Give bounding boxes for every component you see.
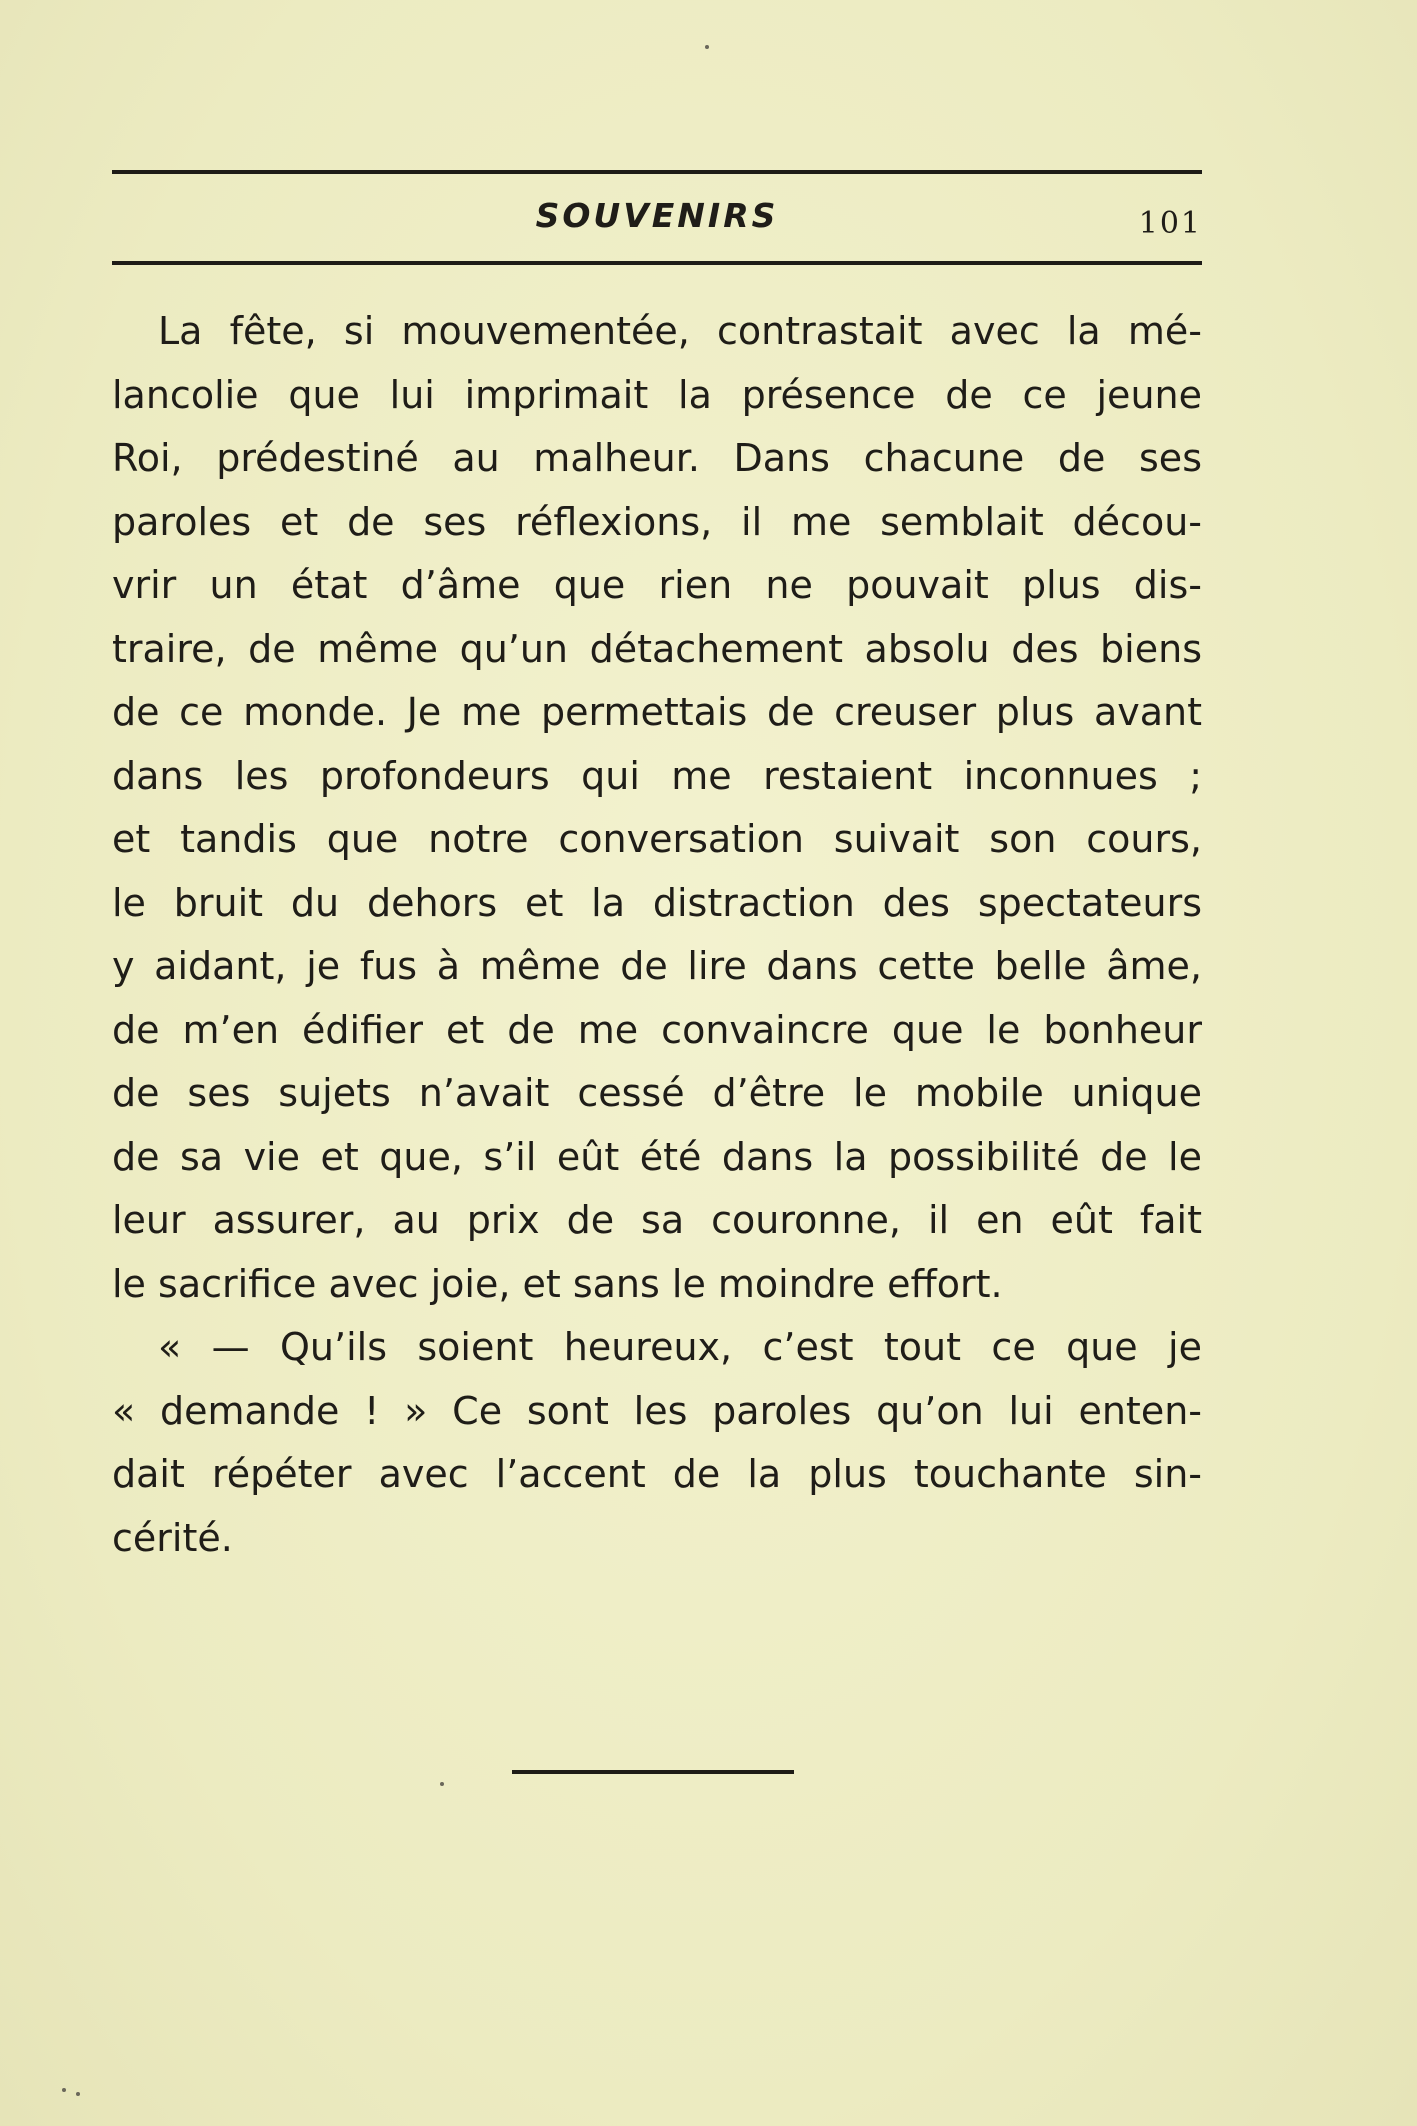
text-line: lancolie que lui imprimait la présence de ce jeune (112, 372, 1202, 417)
text-line: dans les profondeurs qui me restaient inconnues ; (112, 753, 1202, 798)
page-number: 101 (1138, 206, 1202, 241)
text-line: « — Qu’ils soient heureux, c’est tout ce que je (158, 1325, 1202, 1369)
text-line: dait répéter avec l’accent de la plus touchante sin- (112, 1452, 1202, 1496)
running-title: SOUVENIRS (535, 196, 779, 235)
text-line: de m’en édifier et de me convaincre que le bonheur (112, 1007, 1202, 1052)
paper-speck (76, 2092, 80, 2096)
running-head (112, 192, 1202, 242)
end-of-chapter-rule (512, 1770, 794, 1774)
body-text (112, 300, 1202, 1570)
text-line: de sa vie et que, s’il eût été dans la possibilité de le (112, 1134, 1202, 1179)
text-line: La fête, si mouvementée, contrastait avec la mé- (158, 309, 1202, 353)
text-line: traire, de même qu’un détachement absolu des biens (112, 626, 1202, 671)
text-line: paroles et de ses réflexions, il me semblait décou- (112, 499, 1202, 544)
text-line: le sacrifice avec joie, et sans le moindre effort. (112, 1261, 1003, 1306)
text-line: Roi, prédestiné au malheur. Dans chacune de ses (112, 436, 1202, 480)
text-line: « demande ! » Ce sont les paroles qu’on lui enten- (112, 1388, 1202, 1433)
header-bottom-rule (112, 261, 1202, 265)
text-line: et tandis que notre conversation suivait son cours, (112, 817, 1202, 861)
text-line: cérité. (112, 1515, 233, 1560)
text-line: le bruit du dehors et la distraction des spectateurs (112, 880, 1202, 925)
paper-speck (705, 45, 709, 49)
paper-speck (62, 2088, 66, 2092)
text-line: de ses sujets n’avait cessé d’être le mobile unique (112, 1071, 1202, 1115)
text-line: leur assurer, au prix de sa couronne, il en eût fait (112, 1198, 1202, 1242)
text-line: y aidant, je fus à même de lire dans cette belle âme, (112, 944, 1202, 988)
text-line: vrir un état d’âme que rien ne pouvait plus dis- (112, 563, 1202, 607)
header-top-rule (112, 170, 1202, 174)
text-line: de ce monde. Je me permettais de creuser plus avant (112, 690, 1202, 734)
paper-speck (440, 1782, 444, 1786)
